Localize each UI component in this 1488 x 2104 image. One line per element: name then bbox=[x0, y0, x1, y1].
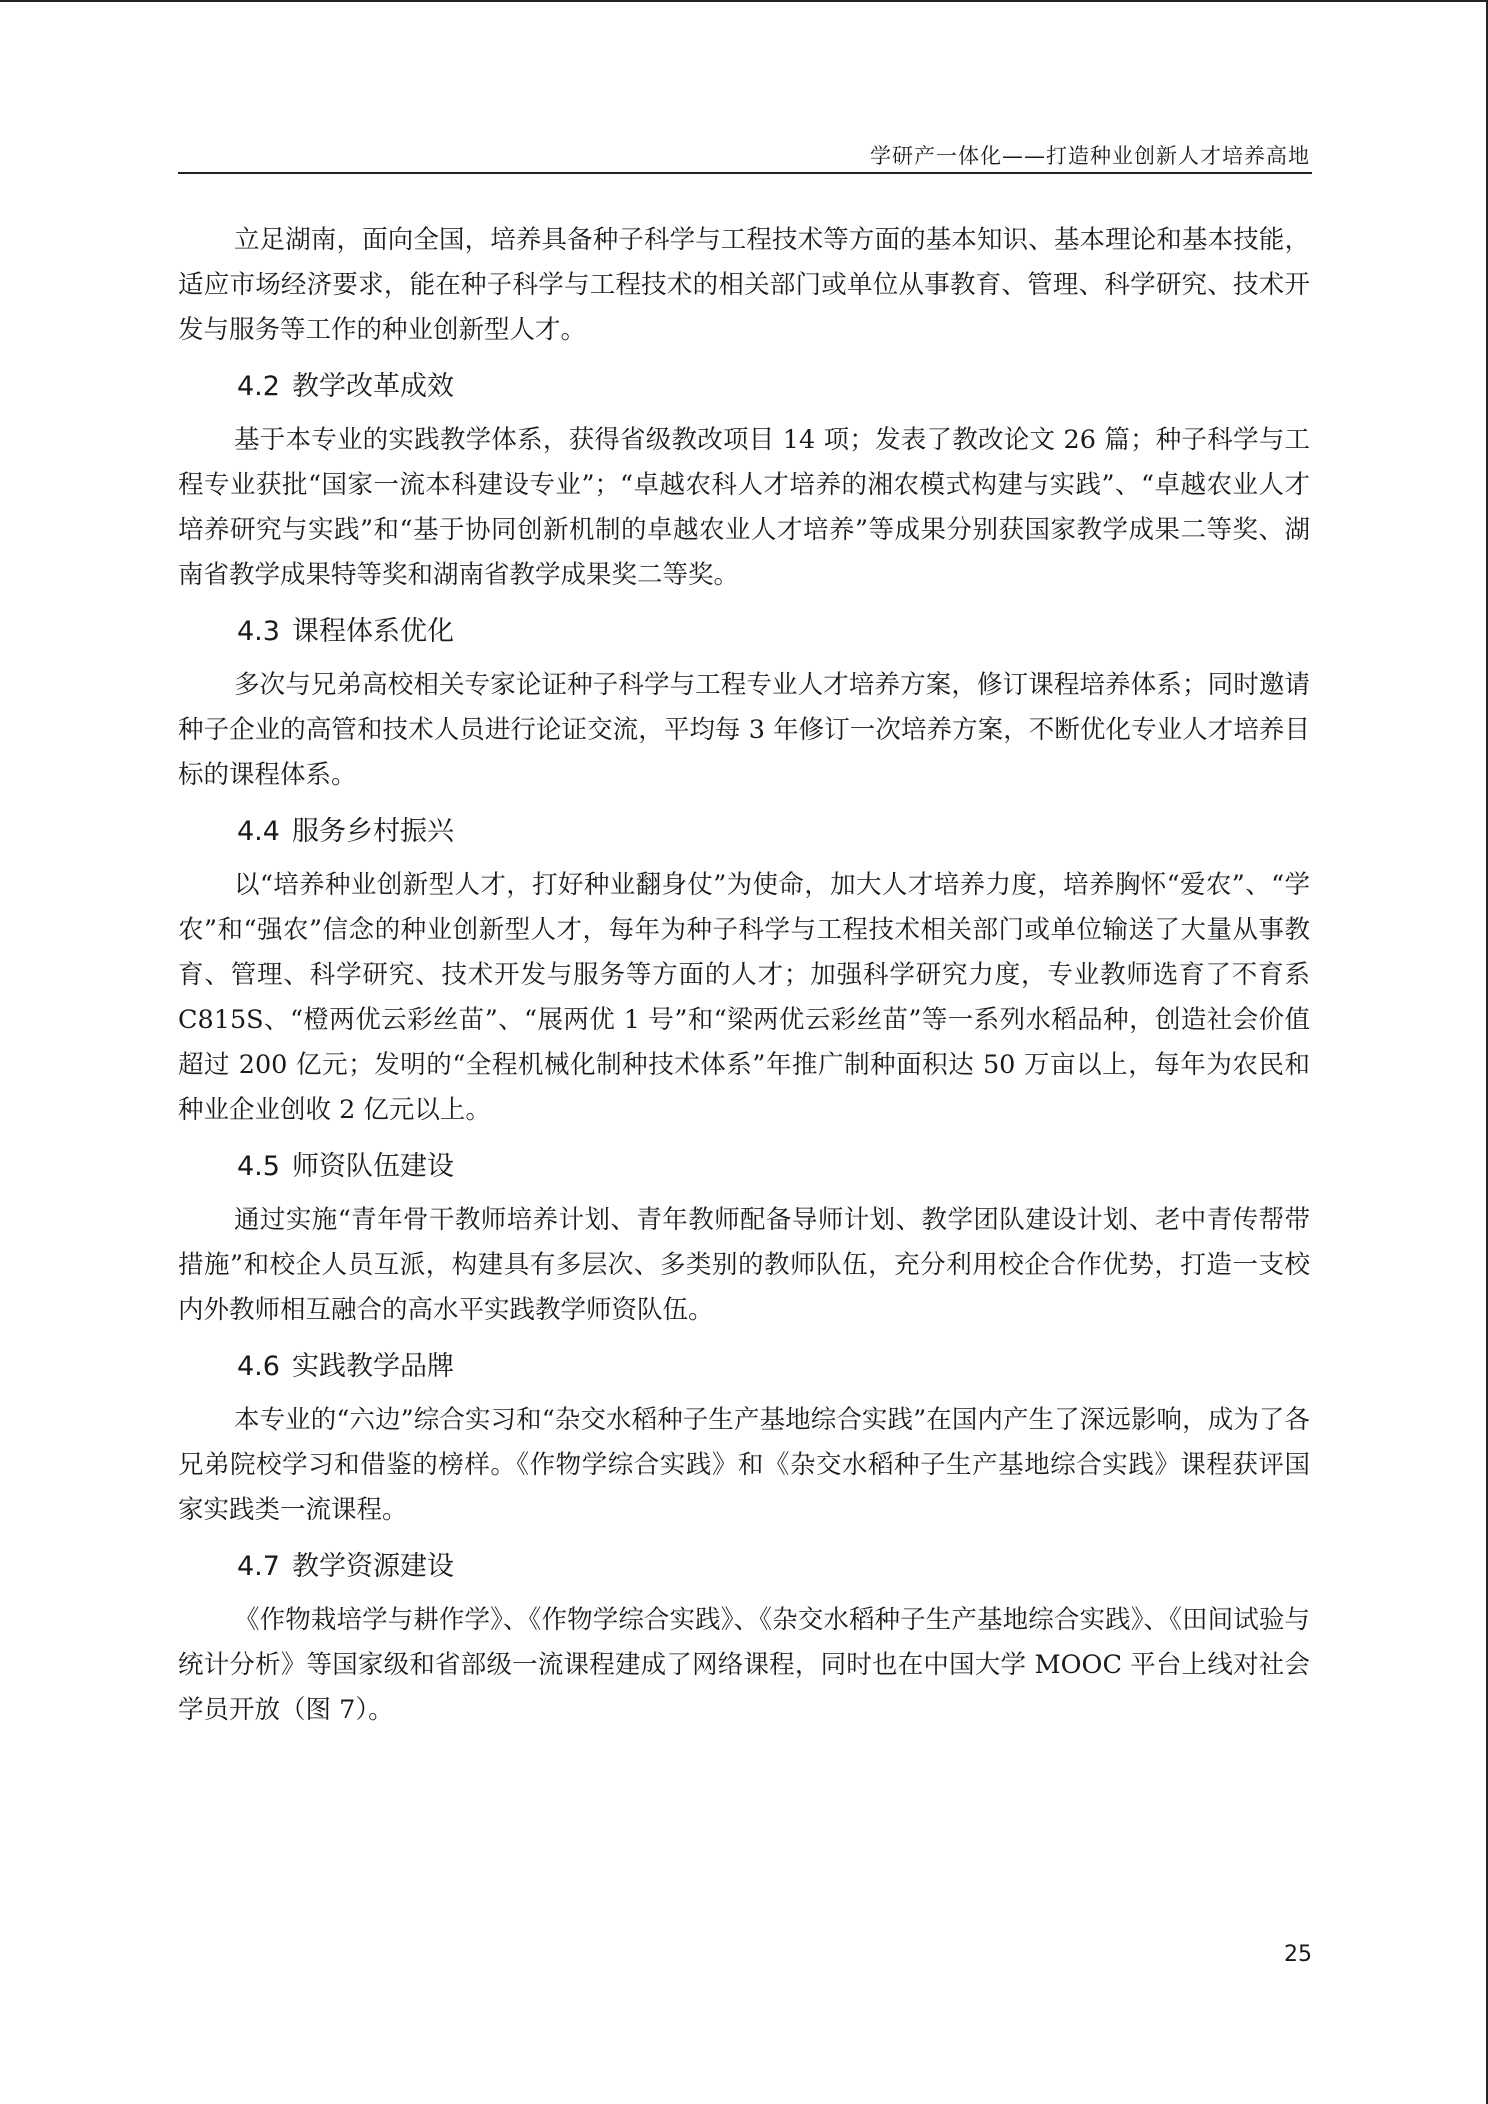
section-number: 4.6 bbox=[237, 1351, 280, 1382]
section-number: 4.7 bbox=[237, 1551, 280, 1582]
section-paragraph-4-5: 通过实施“青年骨干教师培养计划、青年教师配备导师计划、教学团队建设计划、老中青传帮带措施”和校企人员互派，构建具有多层次、多类别的教师队伍，充分利用校企合作优势，打造一支校内外教师相互融合的高水平实践教学师资队伍。 bbox=[178, 1205, 1310, 1325]
section-paragraph-4-6: 本专业的“六边”综合实习和“杂交水稻种子生产基地综合实践”在国内产生了深远影响，成为了各兄弟院校学习和借鉴的榜样。《作物学综合实践》和《杂交水稻种子生产基地综合实践》课程获评国家实践类一流课程。 bbox=[178, 1405, 1310, 1525]
page-content bbox=[178, 218, 1310, 1733]
section-heading-4-6 bbox=[178, 1344, 1310, 1389]
section-number: 4.4 bbox=[237, 816, 280, 847]
section-number: 4.5 bbox=[237, 1151, 280, 1182]
page-top-border bbox=[0, 0, 1488, 2]
section-paragraph-4-7: 《作物栽培学与耕作学》、《作物学综合实践》、《杂交水稻种子生产基地综合实践》、《田间试验与统计分析》等国家级和省部级一流课程建成了网络课程，同时也在中国大学 MOOC 平台上线对社会学员开放（图 7）。 bbox=[178, 1605, 1310, 1725]
section-paragraph-4-3: 多次与兄弟高校相关专家论证种子科学与工程专业人才培养方案，修订课程培养体系；同时邀请种子企业的高管和技术人员进行论证交流，平均每 3 年修订一次培养方案，不断优化专业人才培养目标的课程体系。 bbox=[178, 670, 1310, 790]
section-paragraph-4-4: 以“培养种业创新型人才，打好种业翻身仗”为使命，加大人才培养力度，培养胸怀“爱农”、“学农”和“强农”信念的种业创新型人才，每年为种子科学与工程技术相关部门或单位输送了大量从事教育、管理、科学研究、技术开发与服务等方面的人才；加强科学研究力度，专业教师选育了不育系 C815S、“橙两优云彩丝苗”、“展两优 1 号”和“梁两优云彩丝苗”等一系列水稻品种，创造社会价值超过 200 亿元；发明的“全程机械化制种技术体系”年推广制种面积达 50 万亩以上，每年为农民和种业企业创收 2 亿元以上。 bbox=[178, 870, 1310, 1125]
section-heading-4-4 bbox=[178, 809, 1310, 854]
section-heading-4-7 bbox=[178, 1544, 1310, 1589]
section-heading-4-2 bbox=[178, 364, 1310, 409]
section-title: 教学改革成效 bbox=[291, 371, 454, 402]
page-number: 25 bbox=[1284, 1942, 1312, 1967]
section-title: 课程体系优化 bbox=[291, 616, 454, 647]
section-heading-4-5 bbox=[178, 1144, 1310, 1189]
header-rule bbox=[178, 172, 1312, 174]
section-title: 服务乡村振兴 bbox=[291, 816, 454, 847]
section-number: 4.3 bbox=[237, 616, 280, 647]
section-title: 教学资源建设 bbox=[291, 1551, 454, 1582]
running-header: 学研产一体化——打造种业创新人才培养高地 bbox=[870, 144, 1310, 168]
section-heading-4-3 bbox=[178, 609, 1310, 654]
section-title: 师资队伍建设 bbox=[291, 1151, 454, 1182]
section-number: 4.2 bbox=[237, 371, 280, 402]
section-paragraph-4-2: 基于本专业的实践教学体系，获得省级教改项目 14 项；发表了教改论文 26 篇；种子科学与工程专业获批“国家一流本科建设专业”；“卓越农科人才培养的湘农模式构建与实践”、“卓越农业人才培养研究与实践”和“基于协同创新机制的卓越农业人才培养”等成果分别获国家教学成果二等奖、湖南省教学成果特等奖和湖南省教学成果奖二等奖。 bbox=[178, 425, 1310, 590]
intro-paragraph: 立足湖南，面向全国，培养具备种子科学与工程技术等方面的基本知识、基本理论和基本技能，适应市场经济要求，能在种子科学与工程技术的相关部门或单位从事教育、管理、科学研究、技术开发与服务等工作的种业创新型人才。 bbox=[178, 225, 1310, 345]
section-title: 实践教学品牌 bbox=[291, 1351, 454, 1382]
